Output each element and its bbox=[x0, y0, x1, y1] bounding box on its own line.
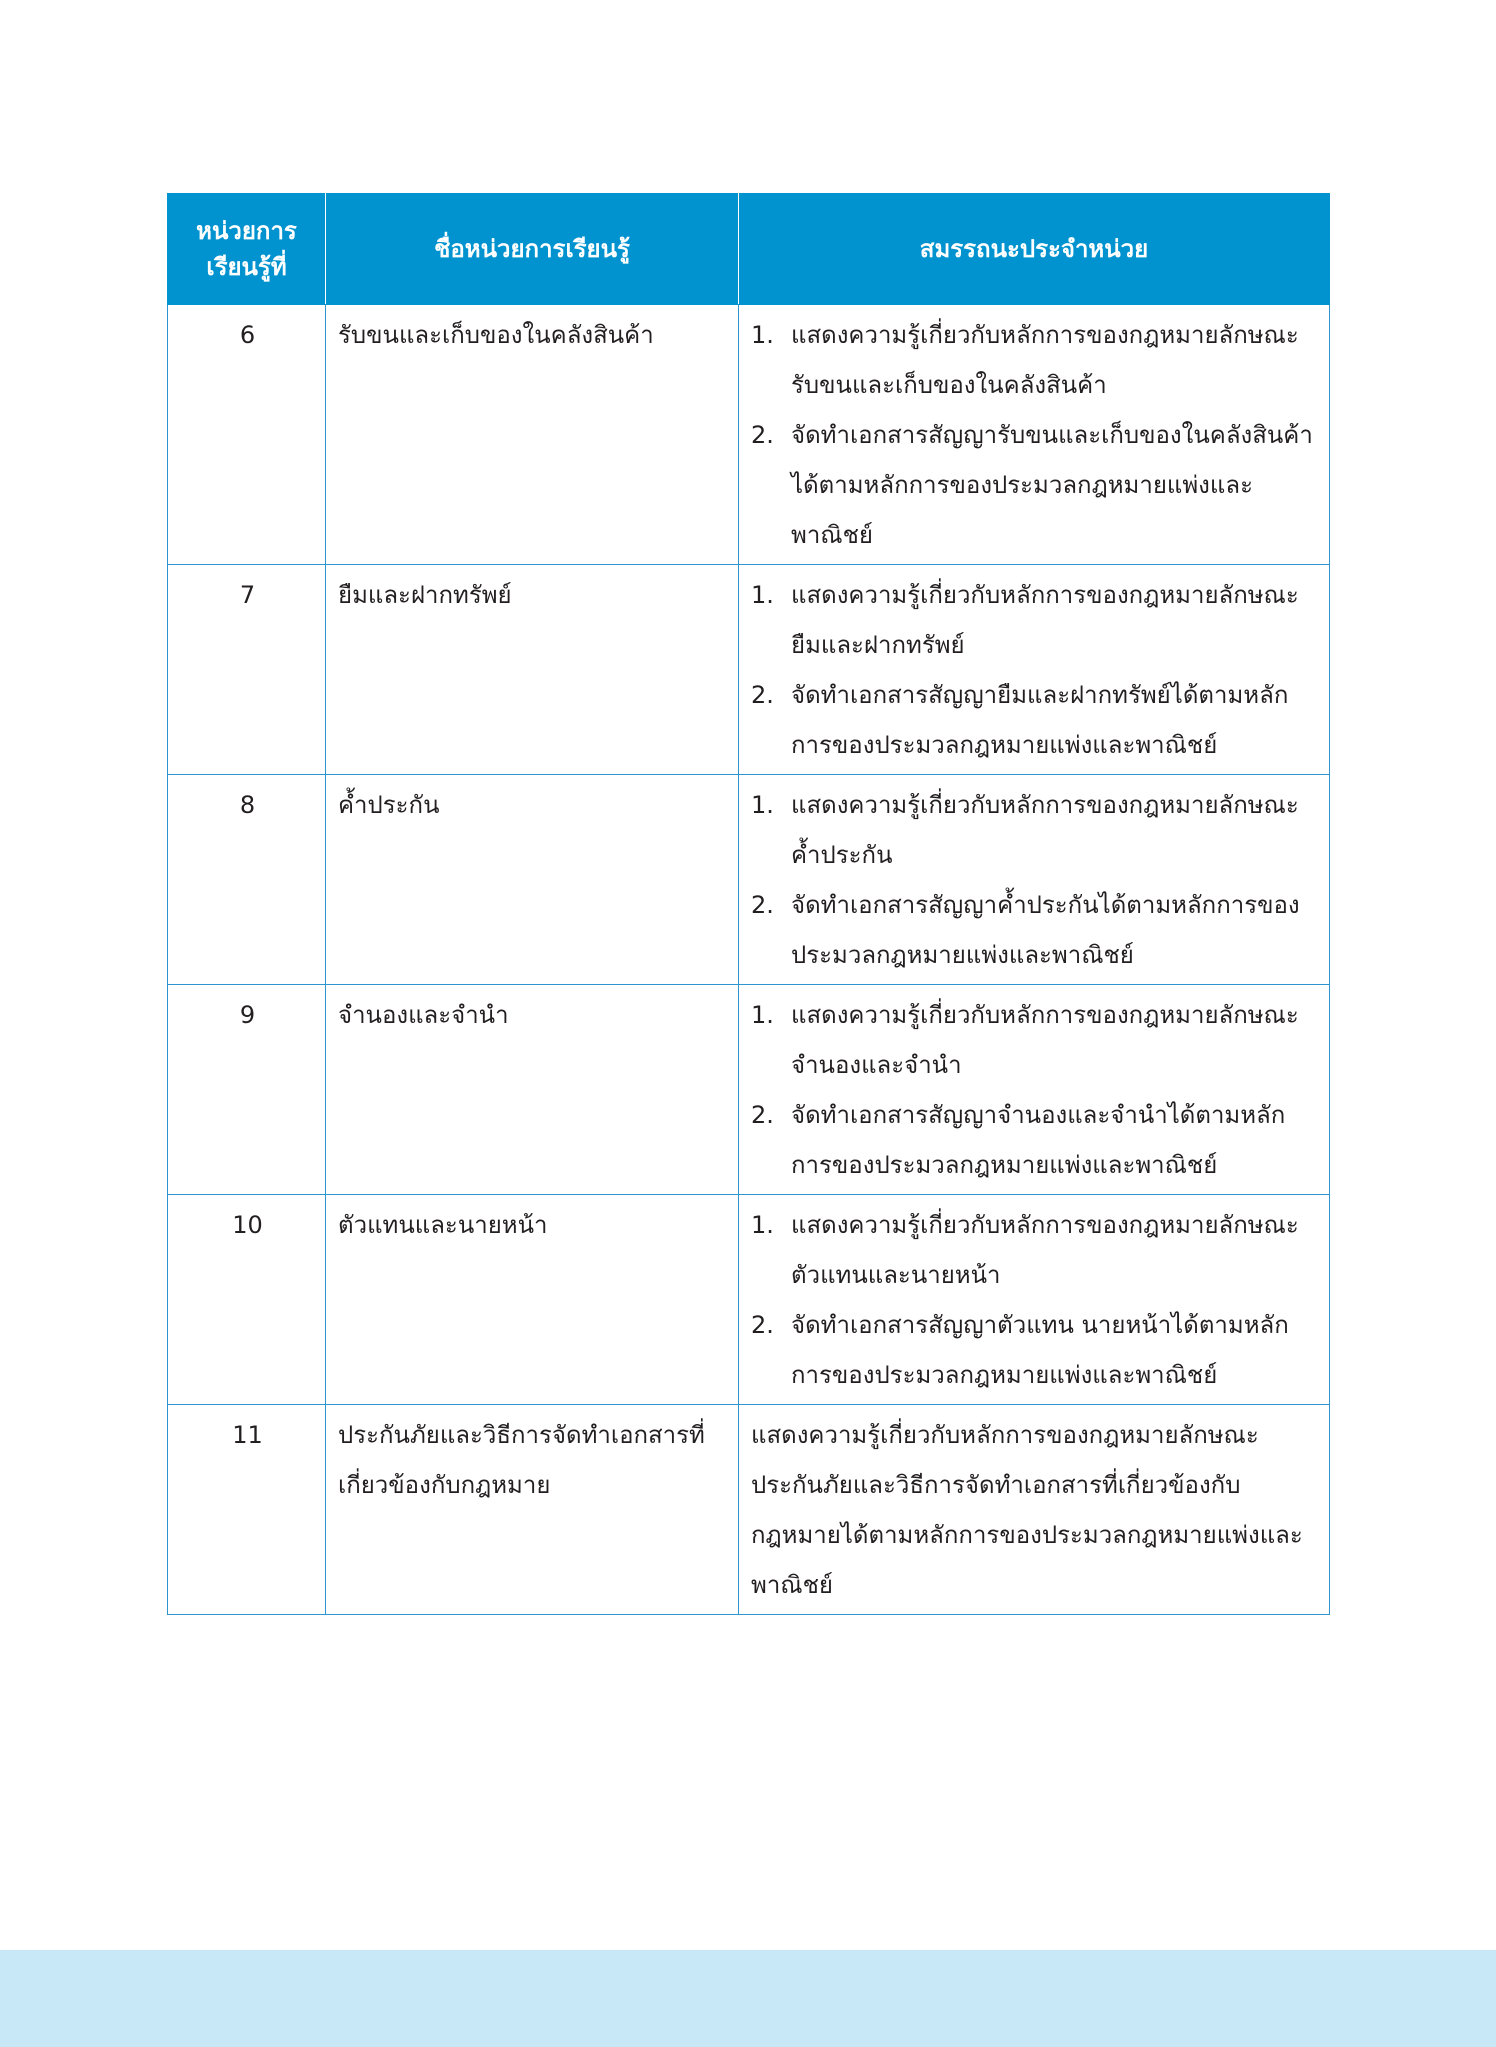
item-number: 2. bbox=[751, 891, 774, 919]
table-row bbox=[168, 1195, 1330, 1405]
table-row bbox=[168, 1405, 1330, 1615]
unit-name-cell: ค้ำประกัน bbox=[326, 775, 739, 985]
competency-cell bbox=[739, 565, 1330, 775]
competency-list bbox=[751, 310, 1319, 560]
list-item bbox=[751, 880, 1319, 980]
item-text: จัดทำเอกสารสัญญารับขนและเก็บของในคลังสินค้าได้ตามหลักการของประมวลกฎหมายแพ่งและพาณิชย์ bbox=[791, 421, 1313, 549]
item-number: 1. bbox=[751, 1001, 774, 1029]
competency-cell: แสดงความรู้เกี่ยวกับหลักการของกฎหมายลักษณะประกันภัยและวิธีการจัดทำเอกสารที่เกี่ยวข้องกับกฎหมายได้ตามหลักการของประมวลกฎหมายแพ่งและพาณิชย์ bbox=[739, 1405, 1330, 1615]
competency-cell bbox=[739, 775, 1330, 985]
unit-number-cell: 10 bbox=[168, 1195, 326, 1405]
unit-number-cell: 7 bbox=[168, 565, 326, 775]
unit-name-cell: ยืมและฝากทรัพย์ bbox=[326, 565, 739, 775]
item-number: 2. bbox=[751, 1101, 774, 1129]
list-item bbox=[751, 1090, 1319, 1190]
competency-list bbox=[751, 570, 1319, 770]
item-text: จัดทำเอกสารสัญญาตัวแทน นายหน้าได้ตามหลักการของประมวลกฎหมายแพ่งและพาณิชย์ bbox=[791, 1311, 1289, 1389]
list-item bbox=[751, 780, 1319, 880]
header-unit-number: หน่วยการเรียนรู้ที่ bbox=[168, 194, 326, 305]
list-item bbox=[751, 410, 1319, 560]
header-competency: สมรรถนะประจำหน่วย bbox=[739, 194, 1330, 305]
competency-list bbox=[751, 780, 1319, 980]
list-item bbox=[751, 310, 1319, 410]
list-item bbox=[751, 670, 1319, 770]
item-number: 1. bbox=[751, 321, 774, 349]
list-item bbox=[751, 1300, 1319, 1400]
table-row bbox=[168, 775, 1330, 985]
unit-number-cell: 6 bbox=[168, 305, 326, 565]
item-text: แสดงความรู้เกี่ยวกับหลักการของกฎหมายลักษณะตัวแทนและนายหน้า bbox=[791, 1211, 1299, 1289]
list-item bbox=[751, 570, 1319, 670]
item-number: 2. bbox=[751, 421, 774, 449]
header-unit-name: ชื่อหน่วยการเรียนรู้ bbox=[326, 194, 739, 305]
item-number: 1. bbox=[751, 1211, 774, 1239]
unit-name-cell: จำนองและจำนำ bbox=[326, 985, 739, 1195]
table-row bbox=[168, 305, 1330, 565]
competency-list bbox=[751, 1200, 1319, 1400]
table-header-row bbox=[168, 194, 1330, 305]
item-number: 2. bbox=[751, 1311, 774, 1339]
item-text: จัดทำเอกสารสัญญายืมและฝากทรัพย์ได้ตามหลักการของประมวลกฎหมายแพ่งและพาณิชย์ bbox=[791, 681, 1289, 759]
item-text: แสดงความรู้เกี่ยวกับหลักการของกฎหมายลักษณะยืมและฝากทรัพย์ bbox=[791, 581, 1299, 659]
item-number: 1. bbox=[751, 581, 774, 609]
list-item bbox=[751, 990, 1319, 1090]
item-number: 1. bbox=[751, 791, 774, 819]
unit-name-cell: ตัวแทนและนายหน้า bbox=[326, 1195, 739, 1405]
item-number: 2. bbox=[751, 681, 774, 709]
competency-list bbox=[751, 990, 1319, 1190]
unit-name-cell: ประกันภัยและวิธีการจัดทำเอกสารที่เกี่ยวข้องกับกฎหมาย bbox=[326, 1405, 739, 1615]
curriculum-table-container bbox=[167, 193, 1329, 1615]
table-row bbox=[168, 565, 1330, 775]
item-text: จัดทำเอกสารสัญญาค้ำประกันได้ตามหลักการของประมวลกฎหมายแพ่งและพาณิชย์ bbox=[791, 891, 1300, 969]
table-row bbox=[168, 985, 1330, 1195]
unit-number-cell: 9 bbox=[168, 985, 326, 1195]
unit-number-cell: 11 bbox=[168, 1405, 326, 1615]
unit-number-cell: 8 bbox=[168, 775, 326, 985]
list-item bbox=[751, 1200, 1319, 1300]
competency-cell bbox=[739, 985, 1330, 1195]
item-text: จัดทำเอกสารสัญญาจำนองและจำนำได้ตามหลักการของประมวลกฎหมายแพ่งและพาณิชย์ bbox=[791, 1101, 1286, 1179]
item-text: แสดงความรู้เกี่ยวกับหลักการของกฎหมายลักษณะค้ำประกัน bbox=[791, 791, 1299, 869]
competency-cell bbox=[739, 1195, 1330, 1405]
item-text: แสดงความรู้เกี่ยวกับหลักการของกฎหมายลักษณะรับขนและเก็บของในคลังสินค้า bbox=[791, 321, 1299, 399]
unit-name-cell: รับขนและเก็บของในคลังสินค้า bbox=[326, 305, 739, 565]
item-text: แสดงความรู้เกี่ยวกับหลักการของกฎหมายลักษณะจำนองและจำนำ bbox=[791, 1001, 1299, 1079]
competency-cell bbox=[739, 305, 1330, 565]
footer-band bbox=[0, 1950, 1496, 2047]
curriculum-table bbox=[167, 193, 1330, 1615]
